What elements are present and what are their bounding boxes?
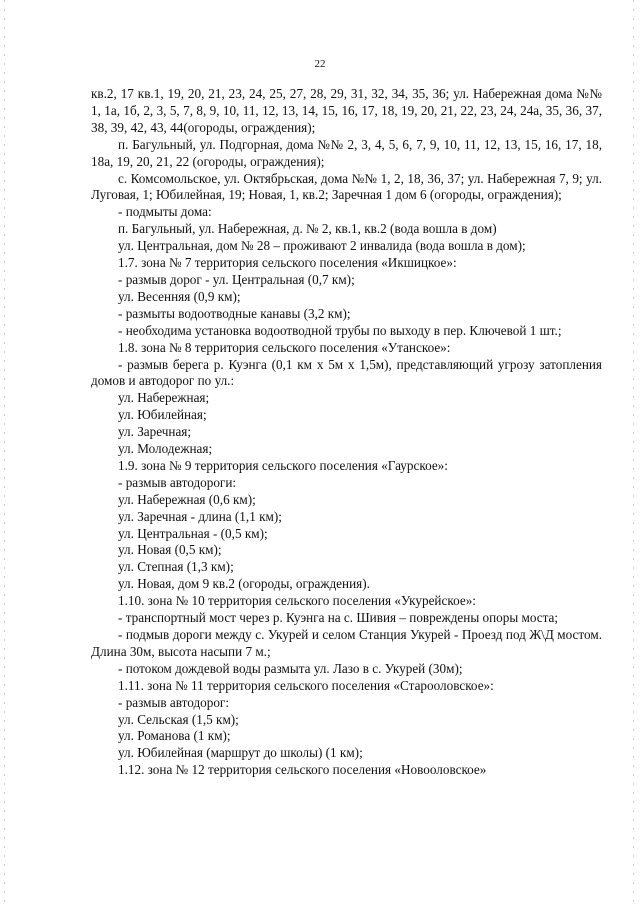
paragraph: - размыв автодорог:	[118, 694, 230, 710]
paragraph: ул. Весенняя (0,9 км);	[118, 288, 241, 304]
paragraph: - потоком дождевой воды размыта ул. Лазо в с. Укурей (30м);	[118, 660, 463, 676]
scan-left-edge-marks	[4, 0, 5, 905]
page-number: 22	[314, 58, 326, 70]
paragraph: - размыв берега р. Куэнга (0,1 км х 5м х 1,5м), представляющий угрозу затопления домов и автодорог по ул.:	[91, 356, 602, 389]
paragraph: ул. Набережная;	[118, 390, 210, 406]
paragraph: ул. Центральная, дом № 28 – проживают 2 инвалида (вода вошла в дом);	[118, 238, 526, 254]
paragraph: - размыв автодороги:	[118, 474, 237, 490]
paragraph: ул. Юбилейная;	[118, 407, 207, 423]
paragraph: - подмыв дороги между с. Укурей и селом Станция Укурей - Проезд под Ж\Д мостом. Длина 30м, высота насыпи 7 м.;	[91, 627, 602, 659]
paragraph: ул. Заречная;	[118, 424, 192, 440]
scan-right-edge-marks	[633, 0, 634, 905]
paragraph: - подмыты дома:	[118, 204, 212, 220]
paragraph: ул. Новая, дом 9 кв.2 (огороды, ограждения).	[118, 576, 370, 592]
document-body	[91, 86, 602, 779]
paragraph: п. Багульный, ул. Подгорная, дома №№ 2, 3, 4, 5, 6, 7, 9, 10, 11, 12, 13, 15, 16, 17, 18, 18а, 19, 20, 21, 22 (огороды, ограждения);	[91, 136, 602, 169]
paragraph: ул. Романова (1 км);	[118, 728, 231, 744]
paragraph: - размыты водоотводные канавы (3,2 км);	[118, 305, 351, 321]
paragraph: 1.8. зона № 8 территория сельского поселения «Утанское»:	[118, 339, 451, 355]
paragraph: - необходима установка водоотводной трубы по выходу в пер. Ключевой 1 шт.;	[118, 322, 562, 338]
paragraph: 1.9. зона № 9 территория сельского поселения «Гаурское»:	[118, 457, 448, 473]
paragraph: с. Комсомольское, ул. Октябрьская, дома №№ 1, 2, 18, 36, 37; ул. Набережная 7, 9; ул. Луговая, 1; Юбилейная, 19; Новая, 1, кв.2; Заречная 1 дом 6 (огороды, ограждения);	[91, 170, 602, 203]
paragraph: п. Багульный, ул. Набережная, д. № 2, кв.1, кв.2 (вода вошла в дом)	[118, 221, 497, 237]
paragraph: - транспортный мост через р. Куэнга на с. Шивия – повреждены опоры моста;	[118, 610, 559, 626]
paragraph: 1.12. зона № 12 территория сельского поселения «Новооловское»	[118, 762, 487, 778]
paragraph: кв.2, 17 кв.1, 19, 20, 21, 23, 24, 25, 27, 28, 29, 31, 32, 34, 35, 36; ул. Набережная дома №№ 1, 1а, 1б, 2, 3, 5, 7, 8, 9, 10, 11, 12, 13, 14, 15, 16, 17, 18, 19, 20, 21, 22, 23, 24, 24а, 35, 36, 37, 38, 39, 42, 43, 44(огороды, ограждения);	[91, 86, 602, 135]
paragraph: 1.11. зона № 11 территория сельского поселения «Старооловское»:	[118, 677, 494, 693]
paragraph: ул. Центральная - (0,5 км);	[118, 525, 268, 541]
paragraph: ул. Юбилейная (маршрут до школы) (1 км);	[118, 745, 363, 761]
paragraph: ул. Сельская (1,5 км);	[118, 711, 239, 727]
paragraph: ул. Новая (0,5 км);	[118, 542, 222, 558]
paragraph: ул. Заречная - длина (1,1 км);	[118, 508, 282, 524]
paragraph: 1.7. зона № 7 территория сельского поселения «Икшицкое»:	[118, 255, 457, 271]
paragraph: - размыв дорог - ул. Центральная (0,7 км);	[118, 271, 355, 287]
paragraph: ул. Степная (1,3 км);	[118, 559, 234, 575]
paragraph: ул. Набережная (0,6 км);	[118, 491, 256, 507]
paragraph: ул. Молодежная;	[118, 441, 213, 457]
paragraph: 1.10. зона № 10 территория сельского поселения «Укурейское»:	[118, 593, 476, 609]
